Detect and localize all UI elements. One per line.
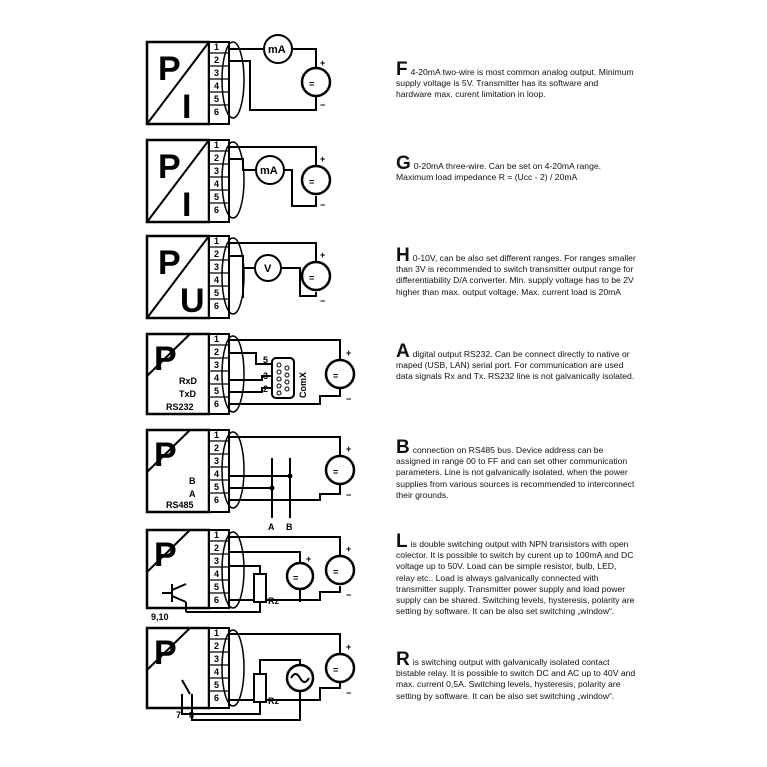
desc-text: 0-20mA three-wire. Can be set on 4-20mA range. Maximum load impedance R = (Ucc - 2) / 20mA xyxy=(396,161,602,183)
rs485-label: RS485 xyxy=(166,500,194,510)
panel-g xyxy=(147,140,330,224)
dc-source-icon xyxy=(326,654,354,682)
plus-sign: + xyxy=(320,250,326,260)
desc-l xyxy=(396,531,636,617)
db9-pin-5: 5 xyxy=(263,355,269,365)
panel-a xyxy=(147,334,354,414)
desc-text: digital output RS232. Can be connect directly to native or maped (USB, LAN) serial port. For communication are used data signals Rx and Tx. RS232 line is not galvanically isolated. xyxy=(396,349,635,382)
desc-h xyxy=(396,245,636,298)
rs232-label: RS232 xyxy=(166,402,194,412)
plus-sign: + xyxy=(346,444,352,454)
pin-1: 1 xyxy=(214,140,220,150)
pin-5: 5 xyxy=(214,482,220,492)
pin-6: 6 xyxy=(214,495,220,505)
meter-label: V xyxy=(264,263,272,275)
desc-letter: G xyxy=(396,153,411,174)
bus-b-node xyxy=(288,474,293,479)
dc-symbol: = xyxy=(293,573,299,583)
dc-source-icon xyxy=(326,556,354,584)
pin-1: 1 xyxy=(214,530,220,540)
pin-1: 1 xyxy=(214,334,220,344)
pin-4: 4 xyxy=(214,81,220,91)
pin-6: 6 xyxy=(214,205,220,215)
output-pins-label: 9,10 xyxy=(151,612,169,622)
desc-a xyxy=(396,341,636,383)
dc-source-icon xyxy=(302,68,330,96)
pin-5: 5 xyxy=(214,386,220,396)
pin-1: 1 xyxy=(214,628,220,638)
minus-sign: − xyxy=(346,688,352,698)
minus-sign: − xyxy=(346,394,352,404)
dc-source-icon xyxy=(302,166,330,194)
pin-2: 2 xyxy=(214,347,220,357)
desc-text: 4-20mA two-wire is most common analog output. Minimum supply voltage is 5V. Transmitter has its software and hardware max. curent limitation in loop. xyxy=(396,67,634,100)
panel-f xyxy=(147,35,330,126)
dc-source-icon xyxy=(326,360,354,388)
minus-sign: − xyxy=(346,490,352,500)
desc-b xyxy=(396,437,636,501)
pin-6: 6 xyxy=(214,399,220,409)
desc-letter: B xyxy=(396,437,410,458)
pin-5: 5 xyxy=(214,288,220,298)
bus-a-label: A xyxy=(268,522,275,532)
db9-connector-icon xyxy=(272,358,294,398)
db9-pin-2: 2 xyxy=(263,384,269,394)
tx-label: TxD xyxy=(179,389,197,399)
comx-label: ComX xyxy=(298,371,308,398)
plus-sign: + xyxy=(346,544,352,554)
desc-letter: R xyxy=(396,649,410,670)
plus-sign: + xyxy=(346,348,352,358)
dc-symbol: = xyxy=(309,79,315,89)
dc-source-icon xyxy=(326,456,354,484)
desc-r xyxy=(396,649,636,702)
desc-letter: L xyxy=(396,531,408,552)
load-label: Rz xyxy=(268,696,279,706)
box-bottom-letter: U xyxy=(180,282,205,320)
pin-5: 5 xyxy=(214,680,220,690)
desc-letter: A xyxy=(396,341,410,362)
pin-2: 2 xyxy=(214,543,220,553)
resistor-icon xyxy=(254,574,266,602)
pin-1: 1 xyxy=(214,236,220,246)
desc-f xyxy=(396,59,636,101)
db9-pin-3: 3 xyxy=(263,371,269,381)
pin-5: 5 xyxy=(214,582,220,592)
pin-4: 4 xyxy=(214,373,220,383)
wires xyxy=(229,437,340,518)
meter-label: mA xyxy=(260,165,278,177)
panel-b xyxy=(147,430,354,532)
dc-symbol: = xyxy=(309,273,315,283)
minus-sign: − xyxy=(346,590,352,600)
dc-symbol: = xyxy=(333,371,339,381)
pin-3: 3 xyxy=(214,166,220,176)
pin-3: 3 xyxy=(214,654,220,664)
pin-2: 2 xyxy=(214,641,220,651)
pin-3: 3 xyxy=(214,360,220,370)
pin-5: 5 xyxy=(214,94,220,104)
pin-1: 1 xyxy=(214,42,220,52)
minus-sign: − xyxy=(320,296,326,306)
box-top-letter: P xyxy=(158,148,181,186)
meter-label: mA xyxy=(268,44,286,56)
minus-sign: − xyxy=(320,100,326,110)
dc-symbol: = xyxy=(309,177,315,187)
pin-6: 6 xyxy=(214,693,220,703)
box-top-letter: P xyxy=(154,436,177,474)
pin-4: 4 xyxy=(214,179,220,189)
a-label: A xyxy=(189,489,196,499)
pin-3: 3 xyxy=(214,456,220,466)
relay-contact-icon xyxy=(182,680,192,710)
desc-text: 0-10V, can be also set different ranges. For ranges smaller than 3V is recommended to switch transmitter output range for differentiability D/A converter. Min. supply voltage has to be 2V higher than max. output voltage. Max. current load is 20mA xyxy=(396,253,636,297)
desc-letter: F xyxy=(396,59,408,80)
pin-4: 4 xyxy=(214,667,220,677)
box-bottom-letter: I xyxy=(182,88,192,126)
pin-4: 4 xyxy=(214,469,220,479)
pin-2: 2 xyxy=(214,55,220,65)
desc-text: is double switching output with NPN transistors with open colector. It is possible to switch by curent up to 100mA and DC voltage up to 50V. Load can be simple resistor, bulb, LED, relay etc.. Load is always galvanically connected with transmitter supply. Transmitter power supply and load power supply can be shared. Switching levels, hysteresis, polarity are setting by software. It can be also set switching „window“. xyxy=(396,539,635,617)
pin-6: 6 xyxy=(214,301,220,311)
box-top-letter: P xyxy=(154,536,177,574)
rx-label: RxD xyxy=(179,376,198,386)
plus-sign: + xyxy=(320,154,326,164)
load-label: Rz xyxy=(268,596,279,606)
box-top-letter: P xyxy=(154,634,177,672)
minus-sign: − xyxy=(320,200,326,210)
relay-pin-7: 7 xyxy=(176,710,182,720)
pin-2: 2 xyxy=(214,443,220,453)
b-label: B xyxy=(189,476,196,486)
plus-sign: + xyxy=(320,58,326,68)
box-bottom-letter: I xyxy=(182,186,192,224)
box-top-letter: P xyxy=(158,244,181,282)
dc-symbol: = xyxy=(333,567,339,577)
panel-r xyxy=(147,628,354,720)
bus-b-label: B xyxy=(286,522,293,532)
pin-3: 3 xyxy=(214,262,220,272)
relay-pin-8: 8 xyxy=(189,710,195,720)
pin-2: 2 xyxy=(214,153,220,163)
box-top-letter: P xyxy=(154,340,177,378)
dc-symbol: = xyxy=(333,467,339,477)
panel-l xyxy=(147,530,354,622)
pin-2: 2 xyxy=(214,249,220,259)
desc-text: connection on RS485 bus. Device address can be assigned in range 00 to FF and can set other communication parameters. Line is not galvanically isolated, when the power supplies from various sources is recommended to interconnect their grounds. xyxy=(396,445,635,500)
dc-source-icon xyxy=(302,262,330,290)
bus-a-node xyxy=(270,486,275,491)
dc-symbol: = xyxy=(333,665,339,675)
box-top-letter: P xyxy=(158,50,181,88)
load-dc-source-icon xyxy=(287,563,313,589)
pin-6: 6 xyxy=(214,107,220,117)
panel-h xyxy=(147,236,330,320)
load-plus-sign: + xyxy=(306,554,312,564)
pin-4: 4 xyxy=(214,569,220,579)
desc-text: is switching output with galvanically isolated contact bistable relay. It is possible to switch DC and AC up to 40V and max. current 0,5A. Switching levels, hysteresis, polarity are setting by software. It can be also set switching „window“. xyxy=(396,657,636,701)
pin-1: 1 xyxy=(214,430,220,440)
pin-4: 4 xyxy=(214,275,220,285)
pin-6: 6 xyxy=(214,595,220,605)
pin-5: 5 xyxy=(214,192,220,202)
resistor-icon xyxy=(254,674,266,702)
desc-letter: H xyxy=(396,245,410,266)
pin-3: 3 xyxy=(214,556,220,566)
plus-sign: + xyxy=(346,642,352,652)
desc-g xyxy=(396,153,636,183)
pin-3: 3 xyxy=(214,68,220,78)
